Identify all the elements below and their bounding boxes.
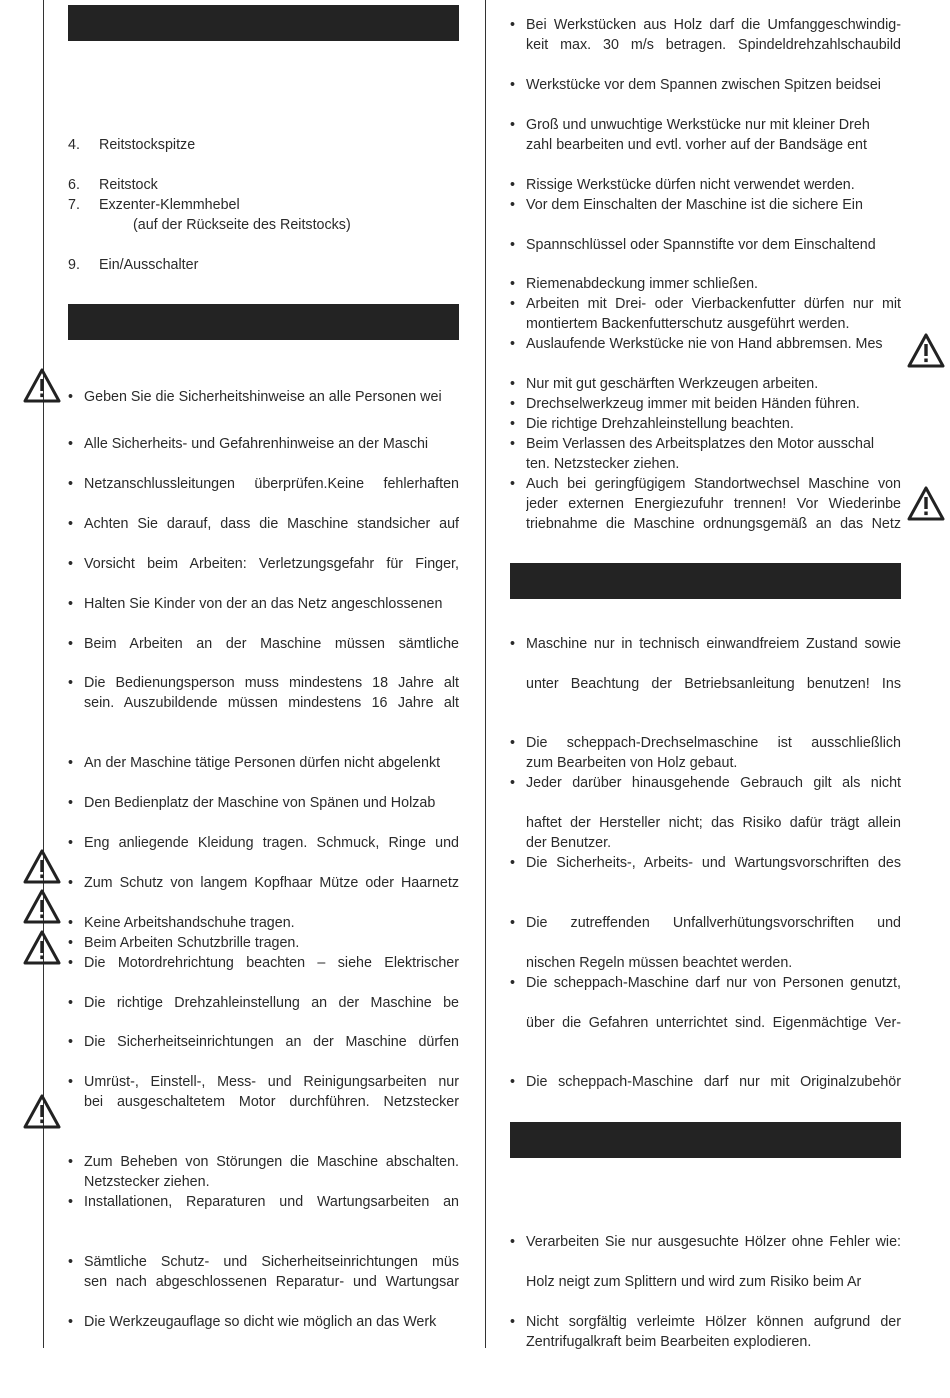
bullet-marker: •	[510, 77, 516, 93]
bullet-item-text: Nicht sorgfältig verleimte Hölzer können aufgrund der	[526, 1314, 901, 1330]
bullet-marker: •	[510, 197, 516, 213]
section-header-bar-1	[68, 5, 459, 41]
warning-triangle-icon	[23, 849, 61, 885]
bullet-marker: •	[68, 1314, 74, 1330]
bullet-item-text: Zum Beheben von Störungen die Maschine abschalten.	[84, 1154, 459, 1170]
bullet-marker: •	[510, 276, 516, 292]
bullet-item-text: Werkstücke vor dem Spannen zwischen Spitzen beidsei	[526, 77, 881, 93]
bullet-marker: •	[68, 389, 74, 405]
bullet-marker: •	[68, 1194, 74, 1210]
bullet-marker: •	[510, 17, 516, 33]
bullet-marker: •	[510, 336, 516, 352]
bullet-item-text: Beim Arbeiten an der Maschine müssen sämtliche	[84, 636, 459, 652]
continuation-line-text: ten. Netzstecker ziehen.	[526, 456, 680, 472]
bullet-marker: •	[68, 436, 74, 452]
legend-item-number: 6.	[68, 177, 80, 193]
continuation-line-text: sein. Auszubildende müssen mindestens 16 Jahre alt	[84, 695, 459, 711]
bullet-item-text: Die Sicherheitseinrichtungen an der Maschine dürfen	[84, 1034, 459, 1050]
bullet-marker: •	[68, 556, 74, 572]
bullet-item-text: Vor dem Einschalten der Maschine ist die sichere Ein	[526, 197, 863, 213]
bullet-marker: •	[510, 1234, 516, 1250]
bullet-item-text: Verarbeiten Sie nur ausgesuchte Hölzer ohne Fehler wie:	[526, 1234, 901, 1250]
legend-item-label: Reitstock	[99, 177, 158, 193]
bullet-item-text: Eng anliegende Kleidung tragen. Schmuck, Ringe und	[84, 835, 459, 851]
bullet-item-text: Den Bedienplatz der Maschine von Spänen und Holzab	[84, 795, 436, 811]
continuation-line-text: unter Beachtung der Betriebsanleitung benutzen! Ins	[526, 676, 901, 692]
bullet-item-text: Die zutreffenden Unfallverhütungsvorschriften und	[526, 915, 901, 931]
bullet-item-text: Auslaufende Werkstücke nie von Hand abbremsen. Mes	[526, 336, 883, 352]
continuation-line-text: Netzstecker ziehen.	[84, 1174, 210, 1190]
bullet-marker: •	[510, 476, 516, 492]
continuation-line-text: bei ausgeschaltetem Motor durchführen. Netzstecker	[84, 1094, 459, 1110]
bullet-marker: •	[510, 855, 516, 871]
bullet-marker: •	[510, 775, 516, 791]
continuation-line-text: haftet der Hersteller nicht; das Risiko dafür trägt allein	[526, 815, 901, 831]
center-column-rule	[485, 0, 486, 1348]
warning-triangle-icon	[23, 1094, 61, 1130]
bullet-item-text: Die Motordrehrichtung beachten – siehe Elektrischer	[84, 955, 459, 971]
bullet-marker: •	[68, 755, 74, 771]
bullet-item-text: Geben Sie die Sicherheitshinweise an alle Personen wei	[84, 389, 442, 405]
bullet-marker: •	[510, 117, 516, 133]
bullet-marker: •	[510, 177, 516, 193]
bullet-item-text: Halten Sie Kinder von der an das Netz angeschlossenen	[84, 596, 443, 612]
bullet-marker: •	[510, 237, 516, 253]
bullet-item-text: Die scheppach-Maschine darf nur mit Originalzubehör	[526, 1074, 901, 1090]
continuation-line-text: nischen Regeln müssen beachtet werden.	[526, 955, 793, 971]
bullet-item-text: Die Bedienungsperson muss mindestens 18 Jahre alt	[84, 675, 459, 691]
bullet-marker: •	[510, 396, 516, 412]
bullet-item-text: Die scheppach-Drechselmaschine ist ausschließlich	[526, 735, 901, 751]
bullet-marker: •	[510, 416, 516, 432]
warning-triangle-icon	[23, 930, 61, 966]
bullet-marker: •	[68, 636, 74, 652]
bullet-marker: •	[68, 1074, 74, 1090]
bullet-marker: •	[510, 915, 516, 931]
bullet-marker: •	[68, 935, 74, 951]
bullet-item-text: An der Maschine tätige Personen dürfen nicht abgelenkt	[84, 755, 441, 771]
bullet-item-text: Die richtige Drehzahleinstellung an der Maschine be	[84, 995, 459, 1011]
bullet-item-text: Auch bei geringfügigem Standortwechsel Maschine von	[526, 476, 901, 492]
section-header-bar-2	[68, 304, 459, 340]
warning-triangle-icon	[907, 486, 945, 522]
bullet-marker: •	[510, 975, 516, 991]
bullet-marker: •	[68, 596, 74, 612]
bullet-marker: •	[510, 1074, 516, 1090]
bullet-item-text: Umrüst-, Einstell-, Mess- und Reinigungsarbeiten nur	[84, 1074, 459, 1090]
continuation-line-text: keit max. 30 m/s betragen. Spindeldrehzahlschaubild	[526, 37, 901, 53]
section-header-bar-3	[510, 563, 901, 599]
bullet-marker: •	[68, 476, 74, 492]
continuation-line-text: triebnahme die Maschine ordnungsgemäß an das Netz	[526, 516, 901, 532]
bullet-item-text: Spannschlüssel oder Spannstifte vor dem Einschaltend	[526, 237, 876, 253]
bullet-marker: •	[68, 955, 74, 971]
bullet-marker: •	[510, 436, 516, 452]
bullet-marker: •	[510, 735, 516, 751]
bullet-item-text: Sämtliche Schutz- und Sicherheitseinrichtungen müs	[84, 1254, 459, 1270]
legend-item-label: Exzenter-Klemmhebel	[99, 197, 240, 213]
bullet-marker: •	[68, 516, 74, 532]
section-header-bar-4	[510, 1122, 901, 1158]
bullet-item-text: Beim Verlassen des Arbeitsplatzes den Motor ausschal	[526, 436, 875, 452]
bullet-item-text: Riemenabdeckung immer schließen.	[526, 276, 759, 292]
bullet-item-text: Zum Schutz von langem Kopfhaar Mütze oder Haarnetz	[84, 875, 459, 891]
legend-item-number: 7.	[68, 197, 80, 213]
bullet-marker: •	[68, 1034, 74, 1050]
continuation-line-text: jeder externen Energiezufuhr trennen! Vor Wiederinbe	[526, 496, 901, 512]
continuation-line-text: Holz neigt zum Splittern und wird zum Risiko beim Ar	[526, 1274, 862, 1290]
bullet-marker: •	[68, 1254, 74, 1270]
continuation-line-text: über die Gefahren unterrichtet sind. Eigenmächtige Ver-	[526, 1015, 901, 1031]
continuation-line-text: zahl bearbeiten und evtl. vorher auf der Bandsäge ent	[526, 137, 867, 153]
bullet-marker: •	[68, 1154, 74, 1170]
bullet-item-text: Netzanschlussleitungen überprüfen.Keine fehlerhaften	[84, 476, 459, 492]
bullet-item-text: Bei Werkstücken aus Holz darf die Umfanggeschwindig-	[526, 17, 901, 33]
left-margin-rule	[43, 0, 44, 1348]
bullet-item-text: Jeder darüber hinausgehende Gebrauch gilt als nicht	[526, 775, 901, 791]
bullet-marker: •	[510, 296, 516, 312]
continuation-line-text: zum Bearbeiten von Holz gebaut.	[526, 755, 738, 771]
legend-item-number: 9.	[68, 257, 80, 273]
bullet-item-text: Keine Arbeitshandschuhe tragen.	[84, 915, 295, 931]
bullet-item-text: Die richtige Drehzahleinstellung beachten.	[526, 416, 794, 432]
warning-triangle-icon	[907, 333, 945, 369]
bullet-item-text: Achten Sie darauf, dass die Maschine standsicher auf	[84, 516, 459, 532]
bullet-item-text: Die scheppach-Maschine darf nur von Personen genutzt,	[526, 975, 901, 991]
bullet-marker: •	[68, 795, 74, 811]
bullet-marker: •	[68, 675, 74, 691]
bullet-item-text: Vorsicht beim Arbeiten: Verletzungsgefahr für Finger,	[84, 556, 459, 572]
bullet-item-text: Beim Arbeiten Schutzbrille tragen.	[84, 935, 300, 951]
bullet-marker: •	[510, 1314, 516, 1330]
warning-triangle-icon	[23, 889, 61, 925]
bullet-item-text: Drechselwerkzeug immer mit beiden Händen führen.	[526, 396, 860, 412]
bullet-marker: •	[68, 835, 74, 851]
bullet-item-text: Installationen, Reparaturen und Wartungsarbeiten an	[84, 1194, 459, 1210]
bullet-marker: •	[68, 915, 74, 931]
legend-item-label: (auf der Rückseite des Reitstocks)	[133, 217, 351, 233]
bullet-item-text: Alle Sicherheits- und Gefahrenhinweise an der Maschi	[84, 436, 429, 452]
continuation-line-text: Zentrifugalkraft beim Bearbeiten explodieren.	[526, 1334, 812, 1350]
bullet-marker: •	[68, 875, 74, 891]
bullet-item-text: Maschine nur in technisch einwandfreiem Zustand sowie	[526, 636, 901, 652]
bullet-marker: •	[68, 995, 74, 1011]
legend-item-label: Ein/Ausschalter	[99, 257, 199, 273]
continuation-line-text: der Benutzer.	[526, 835, 612, 851]
bullet-item-text: Groß und unwuchtige Werkstücke nur mit kleiner Dreh	[526, 117, 870, 133]
continuation-line-text: sen nach abgeschlossenen Reparatur- und Wartungsar	[84, 1274, 459, 1290]
bullet-marker: •	[510, 376, 516, 392]
bullet-item-text: Arbeiten mit Drei- oder Vierbackenfutter dürfen nur mit	[526, 296, 901, 312]
bullet-item-text: Rissige Werkstücke dürfen nicht verwendet werden.	[526, 177, 855, 193]
legend-item-number: 4.	[68, 137, 80, 153]
bullet-marker: •	[510, 636, 516, 652]
warning-triangle-icon	[23, 368, 61, 404]
bullet-item-text: Die Werkzeugauflage so dicht wie möglich an das Werk	[84, 1314, 437, 1330]
legend-item-label: Reitstockspitze	[99, 137, 196, 153]
bullet-item-text: Die Sicherheits-, Arbeits- und Wartungsvorschriften des	[526, 855, 901, 871]
bullet-item-text: Nur mit gut geschärften Werkzeugen arbeiten.	[526, 376, 819, 392]
continuation-line-text: montiertem Backenfutterschutz ausgeführt werden.	[526, 316, 850, 332]
